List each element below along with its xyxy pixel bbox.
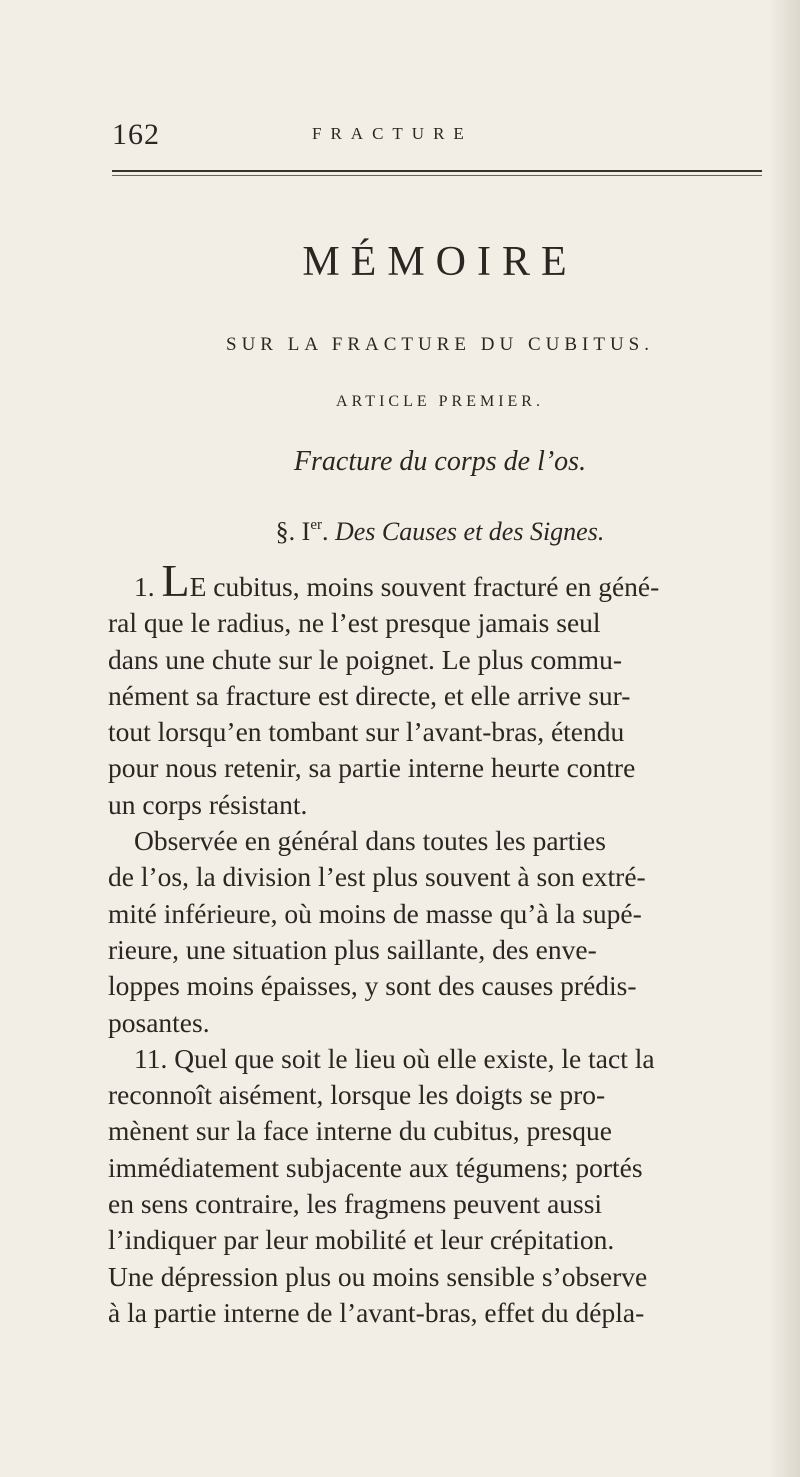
body-line: loppes moins épaisses, y sont des causes prédis- [108, 970, 637, 1002]
section-title: Fracture du corps de l’os. [293, 446, 587, 477]
header-rule [112, 170, 762, 172]
body-line: posantes. [108, 1006, 210, 1038]
body-line: nément sa fracture est directe, et elle arrive sur- [108, 679, 631, 711]
first-line-text: E cubitus, moins souvent fracturé en géné- [189, 571, 660, 602]
body-line: 11. Quel que soit le lieu où elle existe, le tact la [134, 1042, 655, 1074]
body-line: reconnoît aisément, lorsque les doigts se pro- [108, 1079, 606, 1111]
body-line: un corps résistant. [108, 788, 308, 820]
body-line: pour nous retenir, sa partie interne heurte contre [108, 752, 636, 784]
body-text [108, 555, 768, 1331]
memoire-title: MÉMOIRE [302, 239, 578, 285]
body-line: à la partie interne de l’avant-bras, effet du dépla- [108, 1296, 645, 1328]
body-line: en sens contraire, les fragmens peuvent aussi [108, 1188, 603, 1220]
running-head [112, 118, 672, 158]
body-line: tout lorsqu’en tombant sur l’avant-bras, étendu [108, 716, 625, 748]
body-line: Observée en général dans toutes les parties [134, 825, 606, 857]
article-heading: ARTICLE PREMIER. [336, 393, 544, 410]
body-line: Une dépression plus ou moins sensible s’observe [108, 1260, 648, 1292]
body-line: ral que le radius, ne l’est presque jamais seul [108, 607, 601, 639]
body-line: mènent sur la face interne du cubitus, presque [108, 1115, 612, 1147]
section-numeral-period: . [321, 517, 329, 546]
drop-cap: L [161, 555, 190, 606]
section-symbol: §. [275, 517, 296, 546]
memoire-subtitle: SUR LA FRACTURE DU CUBITUS. [226, 334, 654, 355]
header-rule-thin [112, 175, 762, 176]
section-numeral: I [301, 517, 311, 546]
page-number: 162 [112, 118, 160, 151]
body-line: mité inférieure, où moins de masse qu’à la supé- [108, 897, 642, 929]
running-title: FRACTURE [312, 124, 473, 143]
body-line: l’indiquer par leur mobilité et leur crépitation. [108, 1224, 615, 1256]
body-line-first [108, 555, 768, 606]
body-line: de l’os, la division l’est plus souvent à son extré- [108, 861, 646, 893]
paragraph-heading-title: Des Causes et des Signes. [334, 517, 605, 546]
body-line: rieure, une situation plus saillante, des enve- [108, 933, 597, 965]
section-numeral-superscript: er [310, 517, 322, 533]
body-line: dans une chute sur le poignet. Le plus commu- [108, 643, 622, 675]
paragraph-heading [60, 517, 800, 547]
paragraph-number: 1. [134, 571, 162, 602]
body-line: immédiatement subjacente aux tégumens; portés [108, 1151, 643, 1183]
